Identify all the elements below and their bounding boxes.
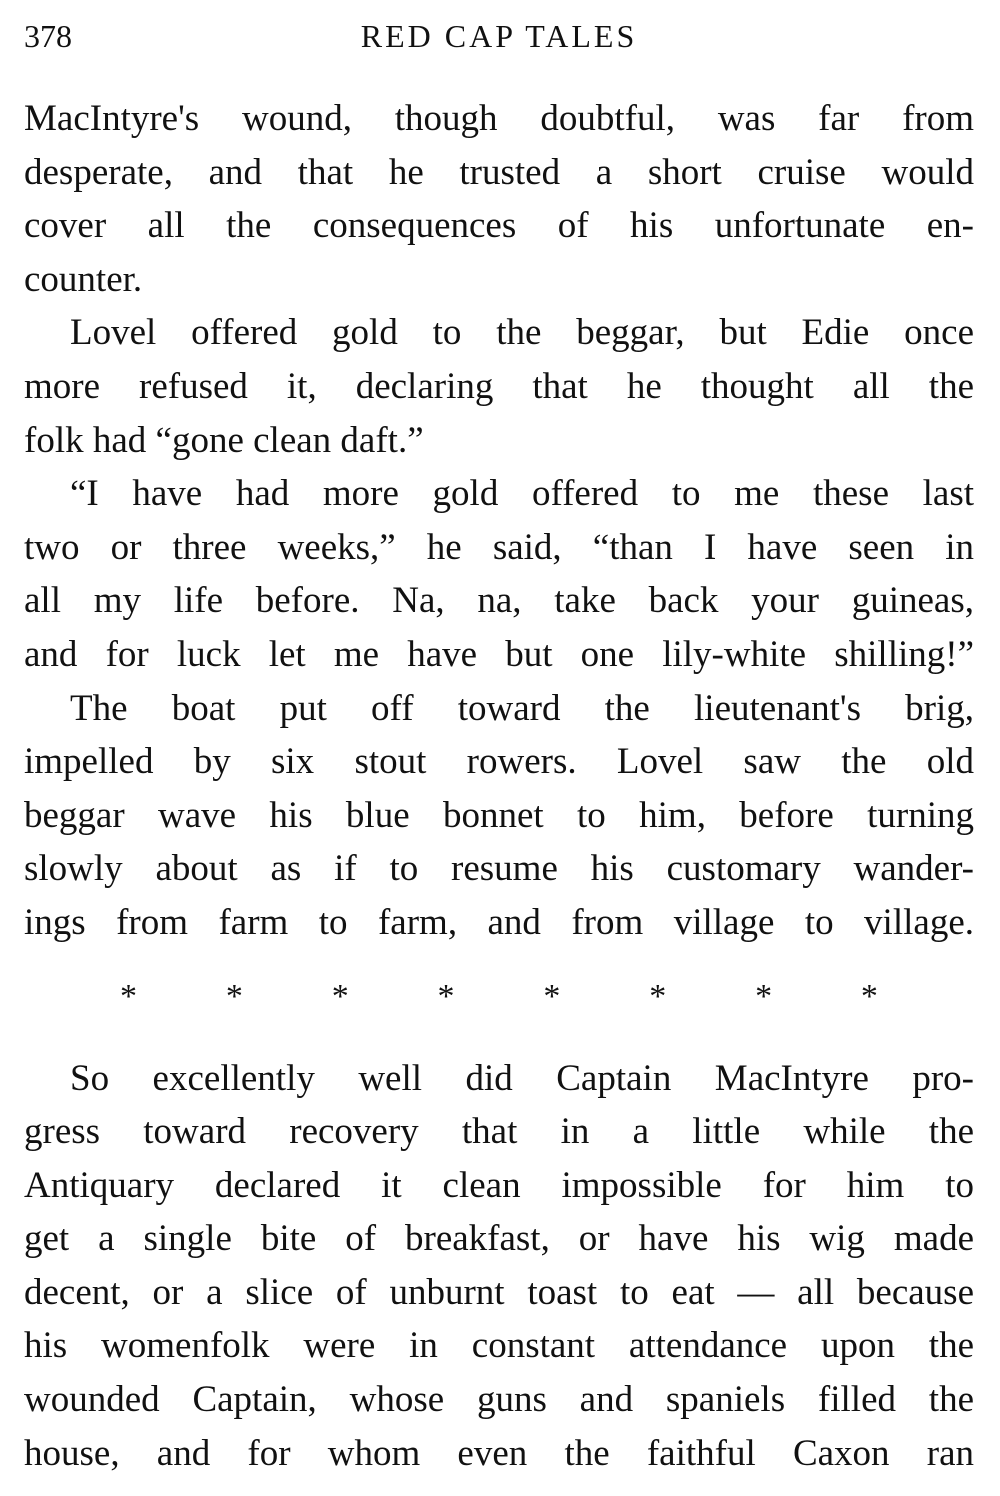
book-page bbox=[24, 0, 974, 1496]
separator-star: * bbox=[543, 977, 561, 1015]
text-line: impelled by six stout rowers. Lovel saw the old bbox=[24, 741, 974, 783]
running-title: RED CAP TALES bbox=[360, 18, 638, 54]
text-line: decent, or a slice of unburnt toast to eat — all because bbox=[24, 1271, 974, 1313]
separator-star: * bbox=[437, 977, 455, 1015]
text-line: two or three weeks,” he said, “than I have seen in bbox=[24, 526, 974, 568]
section-separator bbox=[24, 972, 974, 1022]
separator-star: * bbox=[649, 977, 667, 1015]
text-line: his womenfolk were in constant attendance upon the bbox=[24, 1325, 974, 1367]
text-line: and for luck let me have but one lily-white shilling!” bbox=[24, 633, 974, 675]
text-line: MacIntyre's wound, though doubtful, was far from bbox=[24, 98, 974, 139]
separator-star: * bbox=[120, 977, 137, 1015]
text-line: ings from farm to farm, and from village to village. bbox=[24, 901, 974, 943]
text-line: slowly about as if to resume his customary wander- bbox=[24, 848, 974, 890]
separator-star: * bbox=[331, 977, 349, 1015]
paragraph-2 bbox=[24, 306, 974, 467]
text-line: get a single bite of breakfast, or have his wig made bbox=[24, 1218, 974, 1260]
text-line: more refused it, declaring that he thought all the bbox=[24, 365, 974, 407]
text-line: cover all the consequences of his unfortunate en- bbox=[24, 205, 974, 247]
text-line: Antiquary declared it clean impossible for him to bbox=[24, 1164, 974, 1206]
page-number: 378 bbox=[24, 18, 72, 54]
paragraph-1 bbox=[24, 92, 974, 306]
separator-star: * bbox=[755, 977, 773, 1015]
text-line: all my life before. Na, na, take back your guineas, bbox=[24, 580, 974, 622]
text-line: desperate, and that he trusted a short cruise would bbox=[24, 151, 974, 193]
text-line: So excellently well did Captain MacIntyre pro- bbox=[70, 1057, 974, 1099]
text-line: gress toward recovery that in a little while the bbox=[24, 1111, 974, 1153]
text-line: house, and for whom even the faithful Caxon ran bbox=[24, 1432, 974, 1474]
separator-star: * bbox=[860, 977, 878, 1015]
text-line: counter. bbox=[24, 258, 143, 300]
text-line: Lovel offered gold to the beggar, but Edie once bbox=[70, 312, 974, 354]
body-text bbox=[24, 92, 974, 1480]
text-line: The boat put off toward the lieutenant's brig, bbox=[70, 687, 974, 729]
text-line: beggar wave his blue bonnet to him, before turning bbox=[24, 794, 974, 836]
separator-star: * bbox=[225, 977, 243, 1015]
paragraph-3 bbox=[24, 467, 974, 681]
running-head bbox=[24, 14, 974, 58]
text-line: wounded Captain, whose guns and spaniels filled the bbox=[24, 1379, 974, 1421]
text-line: folk had “gone clean daft.” bbox=[24, 419, 424, 461]
paragraph-4 bbox=[24, 682, 974, 950]
paragraph-5 bbox=[24, 1052, 974, 1481]
text-line: “I have had more gold offered to me these last bbox=[70, 473, 974, 515]
